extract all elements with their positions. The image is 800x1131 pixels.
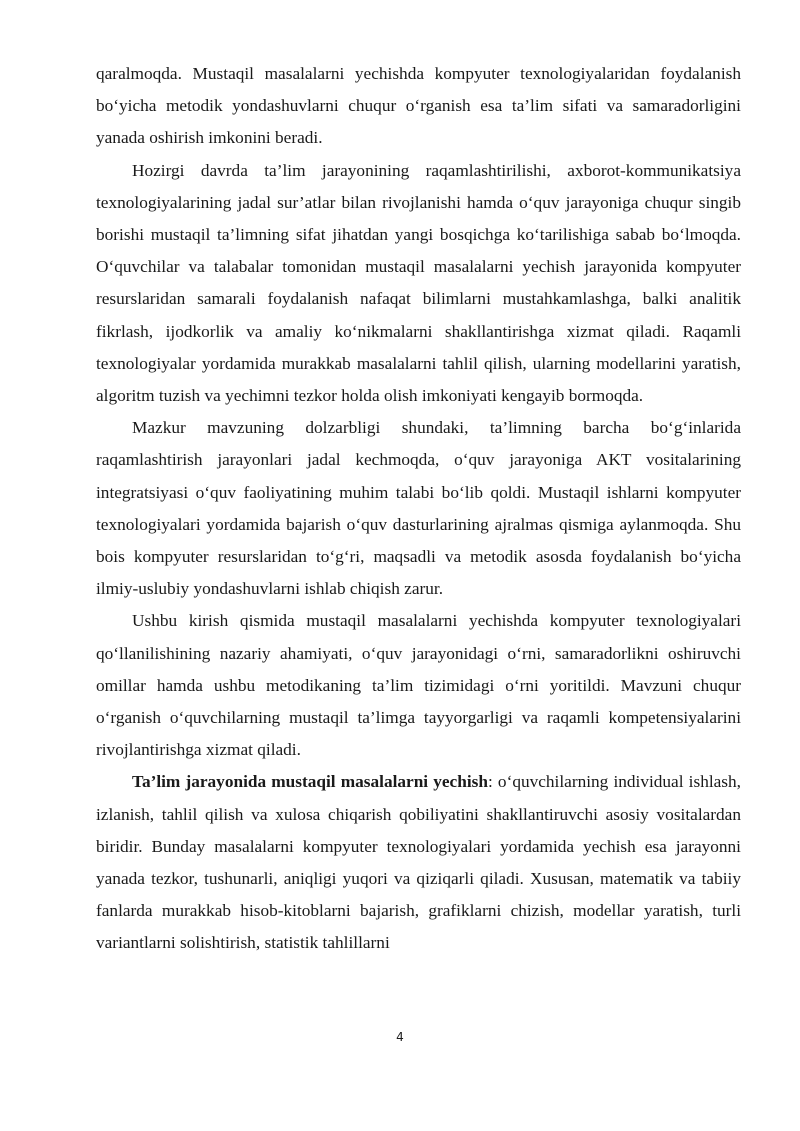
paragraph-5 <box>96 766 741 959</box>
paragraph-2: Hozirgi davrda ta’lim jarayonining raqamlashtirilishi, axborot-kommunikatsiya texnologiyalarining jadal sur’atlar bilan rivojlanishi hamda o‘quv jarayoniga chuqur singib borishi mustaqil ta’limning sifat jihatdan yangi bosqichga ko‘tarilishiga sabab bo‘lmoqda. O‘quvchilar va talabalar tomonidan mustaqil masalalarni yechish jarayonida kompyuter resurslaridan samarali foydalanish nafaqat bilimlarni mustahkamlashga, balki analitik fikrlash, ijodkorlik va amaliy ko‘nikmalarni shakllantirishga xizmat qiladi. Raqamli texnologiyalar yordamida murakkab masalalarni tahlil qilish, ularning modellarini yaratish, algoritm tuzish va yechimni tezkor holda olish imkoniyati kengayib bormoqda. <box>96 160 741 406</box>
paragraph-5-text: : o‘quvchilarning individual ishlash, izlanish, tahlil qilish va xulosa chiqarish qobiliyatini shakllantiruvchi asosiy vositalardan biridir. Bunday masalalarni kompyuter texnologiyalari yordamida yechish esa jarayonni yanada tezkor, tushunarli, aniqligi yuqori va qiziqarli qiladi. Xususan, matematik va tabiiy fanlarda murakkab hisob-kitoblarni bajarish, grafiklarni chizish, modellar yaratish, turli variantlarni solishtirish, statistik tahlillarni <box>96 772 741 953</box>
page-number: 4 <box>396 1030 404 1044</box>
paragraph-5-lead: Ta’lim jarayonida mustaqil masalalarni yechish <box>132 772 488 792</box>
paragraph-3: Mazkur mavzuning dolzarbligi shundaki, ta’limning barcha bo‘g‘inlarida raqamlashtirish jarayonlari jadal kechmoqda, o‘quv jarayoniga AKT vositalarining integratsiyasi o‘quv faoliyatining muhim talabi bo‘lib qoldi. Mustaqil ishlarni kompyuter texnologiyalari yordamida bajarish o‘quv dasturlarining ajralmas qismiga aylanmoqda. Shu bois kompyuter resurslaridan to‘g‘ri, maqsadli va metodik asosda foydalanish bo‘yicha ilmiy-uslubiy yondashuvlarni ishlab chiqish zarur. <box>96 418 741 599</box>
paragraph-4: Ushbu kirish qismida mustaqil masalalarni yechishda kompyuter texnologiyalari qo‘llanilishining nazariy ahamiyati, o‘quv jarayonidagi o‘rni, samaradorlikni oshiruvchi omillar hamda ushbu metodikaning ta’lim tizimidagi o‘rni yoritildi. Mavzuni chuqur o‘rganish o‘quvchilarning mustaqil ta’limga tayyorgarligi va raqamli kompetensiyalarini rivojlantirishga xizmat qiladi. <box>96 611 741 760</box>
paragraph-1: qaralmoqda. Mustaqil masalalarni yechishda kompyuter texnologiyalaridan foydalanish bo‘yicha metodik yondashuvlarni chuqur o‘rganish esa ta’lim sifati va samaradorligini yanada oshirish imkonini beradi. <box>96 64 741 148</box>
document-body <box>96 58 741 960</box>
